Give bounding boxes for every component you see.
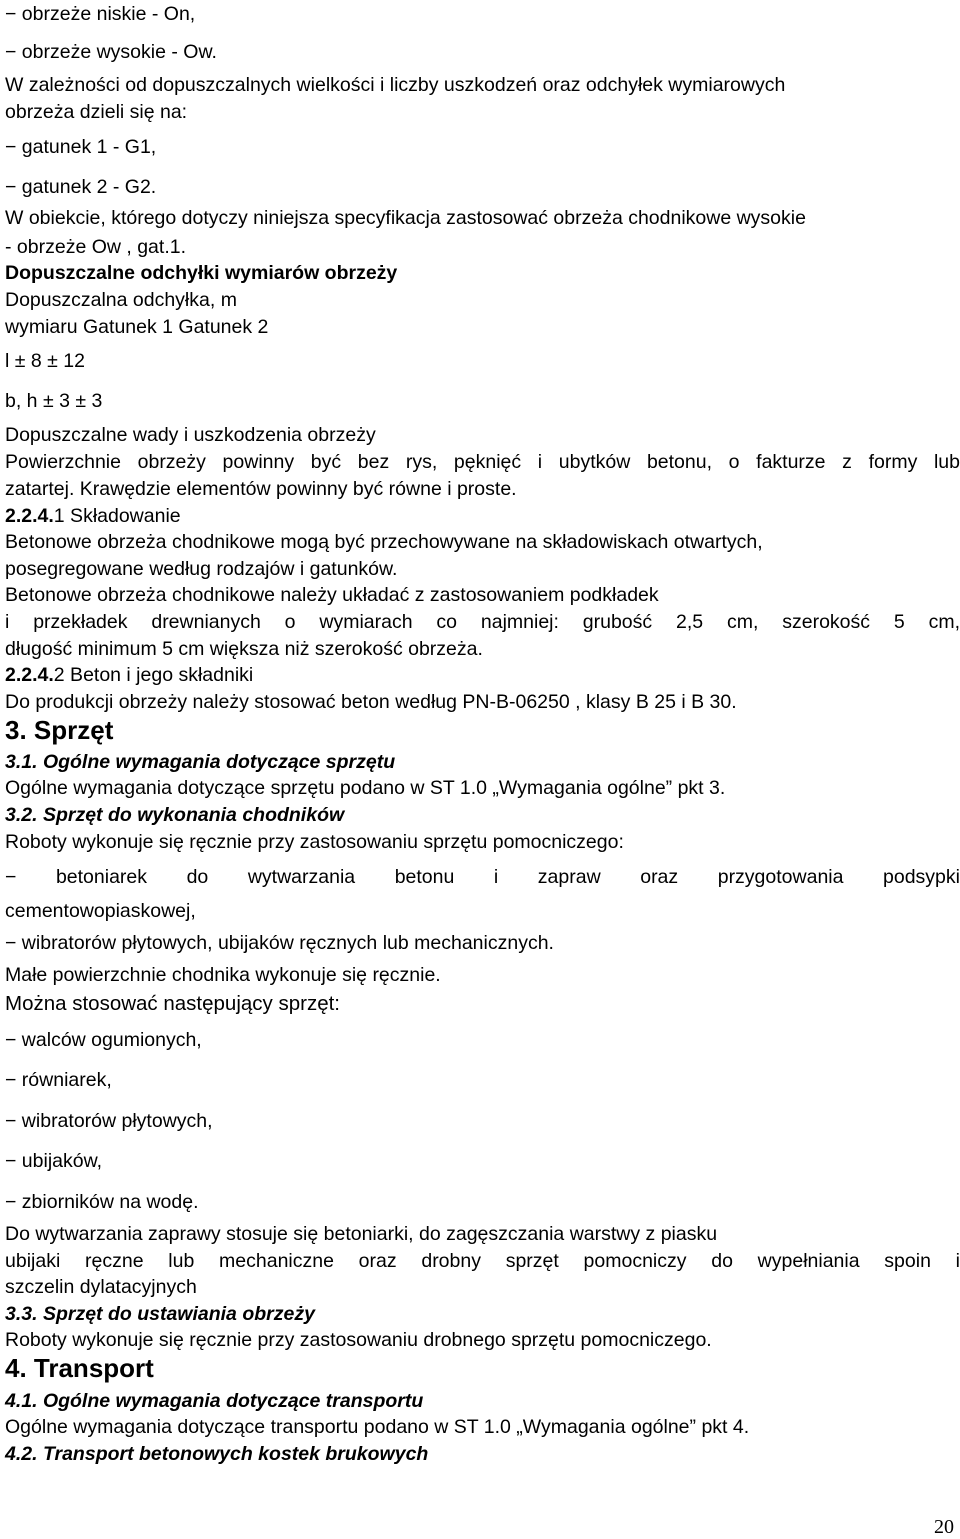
section-heading: Dopuszczalne odchyłki wymiarów obrzeży — [5, 262, 398, 284]
paragraph-line: szczelin dylatacyjnych — [5, 1276, 197, 1298]
paragraph-line: - obrzeże Ow , gat.1. — [5, 236, 186, 258]
subsection-heading: 4.1. Ogólne wymagania dotyczące transportu — [5, 1390, 424, 1412]
list-item: − walców ogumionych, — [5, 1029, 202, 1051]
paragraph-line: Do wytwarzania zaprawy stosuje się betoniarki, do zagęszczania warstwy z piasku — [5, 1223, 718, 1245]
list-item: − obrzeże wysokie - Ow. — [5, 41, 217, 63]
paragraph-line: Małe powierzchnie chodnika wykonuje się ręcznie. — [5, 964, 441, 986]
list-item: − wibratorów płytowych, ubijaków ręcznych lub mechanicznych. — [5, 932, 554, 954]
list-item: − gatunek 1 - G1, — [5, 136, 157, 158]
list-item: − ubijaków, — [5, 1150, 103, 1172]
paragraph-line: ubijaki ręczne lub mechaniczne oraz drobny sprzęt pomocniczy do wypełniania spoin i — [5, 1250, 960, 1272]
paragraph-line: Betonowe obrzeża chodnikowe mogą być przechowywane na składowiskach otwartych, — [5, 531, 763, 553]
paragraph-line: W zależności od dopuszczalnych wielkości i liczby uszkodzeń oraz odchyłek wymiarowych — [5, 74, 786, 96]
paragraph-line: Ogólne wymagania dotyczące transportu podano w ST 1.0 „Wymagania ogólne” pkt 4. — [5, 1416, 750, 1438]
section-heading: Dopuszczalne wady i uszkodzenia obrzeży — [5, 424, 376, 446]
chapter-heading: 3. Sprzęt — [5, 715, 114, 745]
subsection-heading: 3.2. Sprzęt do wykonania chodników — [5, 804, 345, 826]
paragraph-line: Roboty wykonuje się ręcznie przy zastosowaniu drobnego sprzętu pomocniczego. — [5, 1329, 712, 1351]
table-row: b, h ± 3 ± 3 — [5, 390, 103, 412]
list-item: − równiarek, — [5, 1069, 112, 1091]
subsection-heading: 3.3. Sprzęt do ustawiania obrzeży — [5, 1303, 315, 1325]
section-title: 2 Beton i jego składniki — [53, 664, 254, 686]
section-number: 2.2.4. — [5, 505, 54, 527]
list-item: − betoniarek do wytwarzania betonu i zapraw oraz przygotowania podsypki — [5, 866, 960, 888]
subsection-heading — [5, 664, 253, 686]
paragraph-line: długość minimum 5 cm większa niż szerokość obrzeża. — [5, 638, 483, 660]
table-header-line: Dopuszczalna odchyłka, m — [5, 289, 237, 311]
list-item: − wibratorów płytowych, — [5, 1110, 213, 1132]
subsection-heading: 4.2. Transport betonowych kostek brukowych — [5, 1443, 429, 1465]
section-number: 2.2.4. — [5, 664, 54, 686]
table-header-line: wymiaru Gatunek 1 Gatunek 2 — [5, 316, 269, 338]
paragraph-line: obrzeża dzieli się na: — [5, 101, 188, 123]
paragraph-line: i przekładek drewnianych o wymiarach co najmniej: grubość 2,5 cm, szerokość 5 cm, — [5, 611, 960, 633]
list-item: − zbiorników na wodę. — [5, 1191, 199, 1213]
paragraph-line: Betonowe obrzeża chodnikowe należy układać z zastosowaniem podkładek — [5, 584, 659, 606]
list-item: − gatunek 2 - G2. — [5, 176, 157, 198]
list-item-continuation: cementowopiaskowej, — [5, 900, 196, 922]
subsection-heading: 3.1. Ogólne wymagania dotyczące sprzętu — [5, 751, 396, 773]
paragraph-line: Ogólne wymagania dotyczące sprzętu podano w ST 1.0 „Wymagania ogólne” pkt 3. — [5, 777, 726, 799]
paragraph-line: Powierzchnie obrzeży powinny być bez rys, pęknięć i ubytków betonu, o fakturze z formy lub — [5, 451, 960, 473]
paragraph-line: Roboty wykonuje się ręcznie przy zastosowaniu sprzętu pomocniczego: — [5, 831, 624, 853]
paragraph-line: Do produkcji obrzeży należy stosować beton według PN-B-06250 , klasy B 25 i B 30. — [5, 691, 737, 713]
table-row: l ± 8 ± 12 — [5, 350, 85, 372]
paragraph-line: W obiekcie, którego dotyczy niniejsza specyfikacja zastosować obrzeża chodnikowe wysokie — [5, 207, 806, 229]
paragraph-line: Można stosować następujący sprzęt: — [5, 992, 340, 1015]
page-number: 20 — [934, 1516, 954, 1538]
subsection-heading — [5, 505, 181, 527]
paragraph-line: posegregowane według rodzajów i gatunków. — [5, 558, 398, 580]
list-item: − obrzeże niskie - On, — [5, 3, 196, 25]
section-title: 1 Składowanie — [53, 505, 181, 527]
chapter-heading: 4. Transport — [5, 1353, 154, 1383]
paragraph-line: zatartej. Krawędzie elementów powinny być równe i proste. — [5, 478, 517, 500]
